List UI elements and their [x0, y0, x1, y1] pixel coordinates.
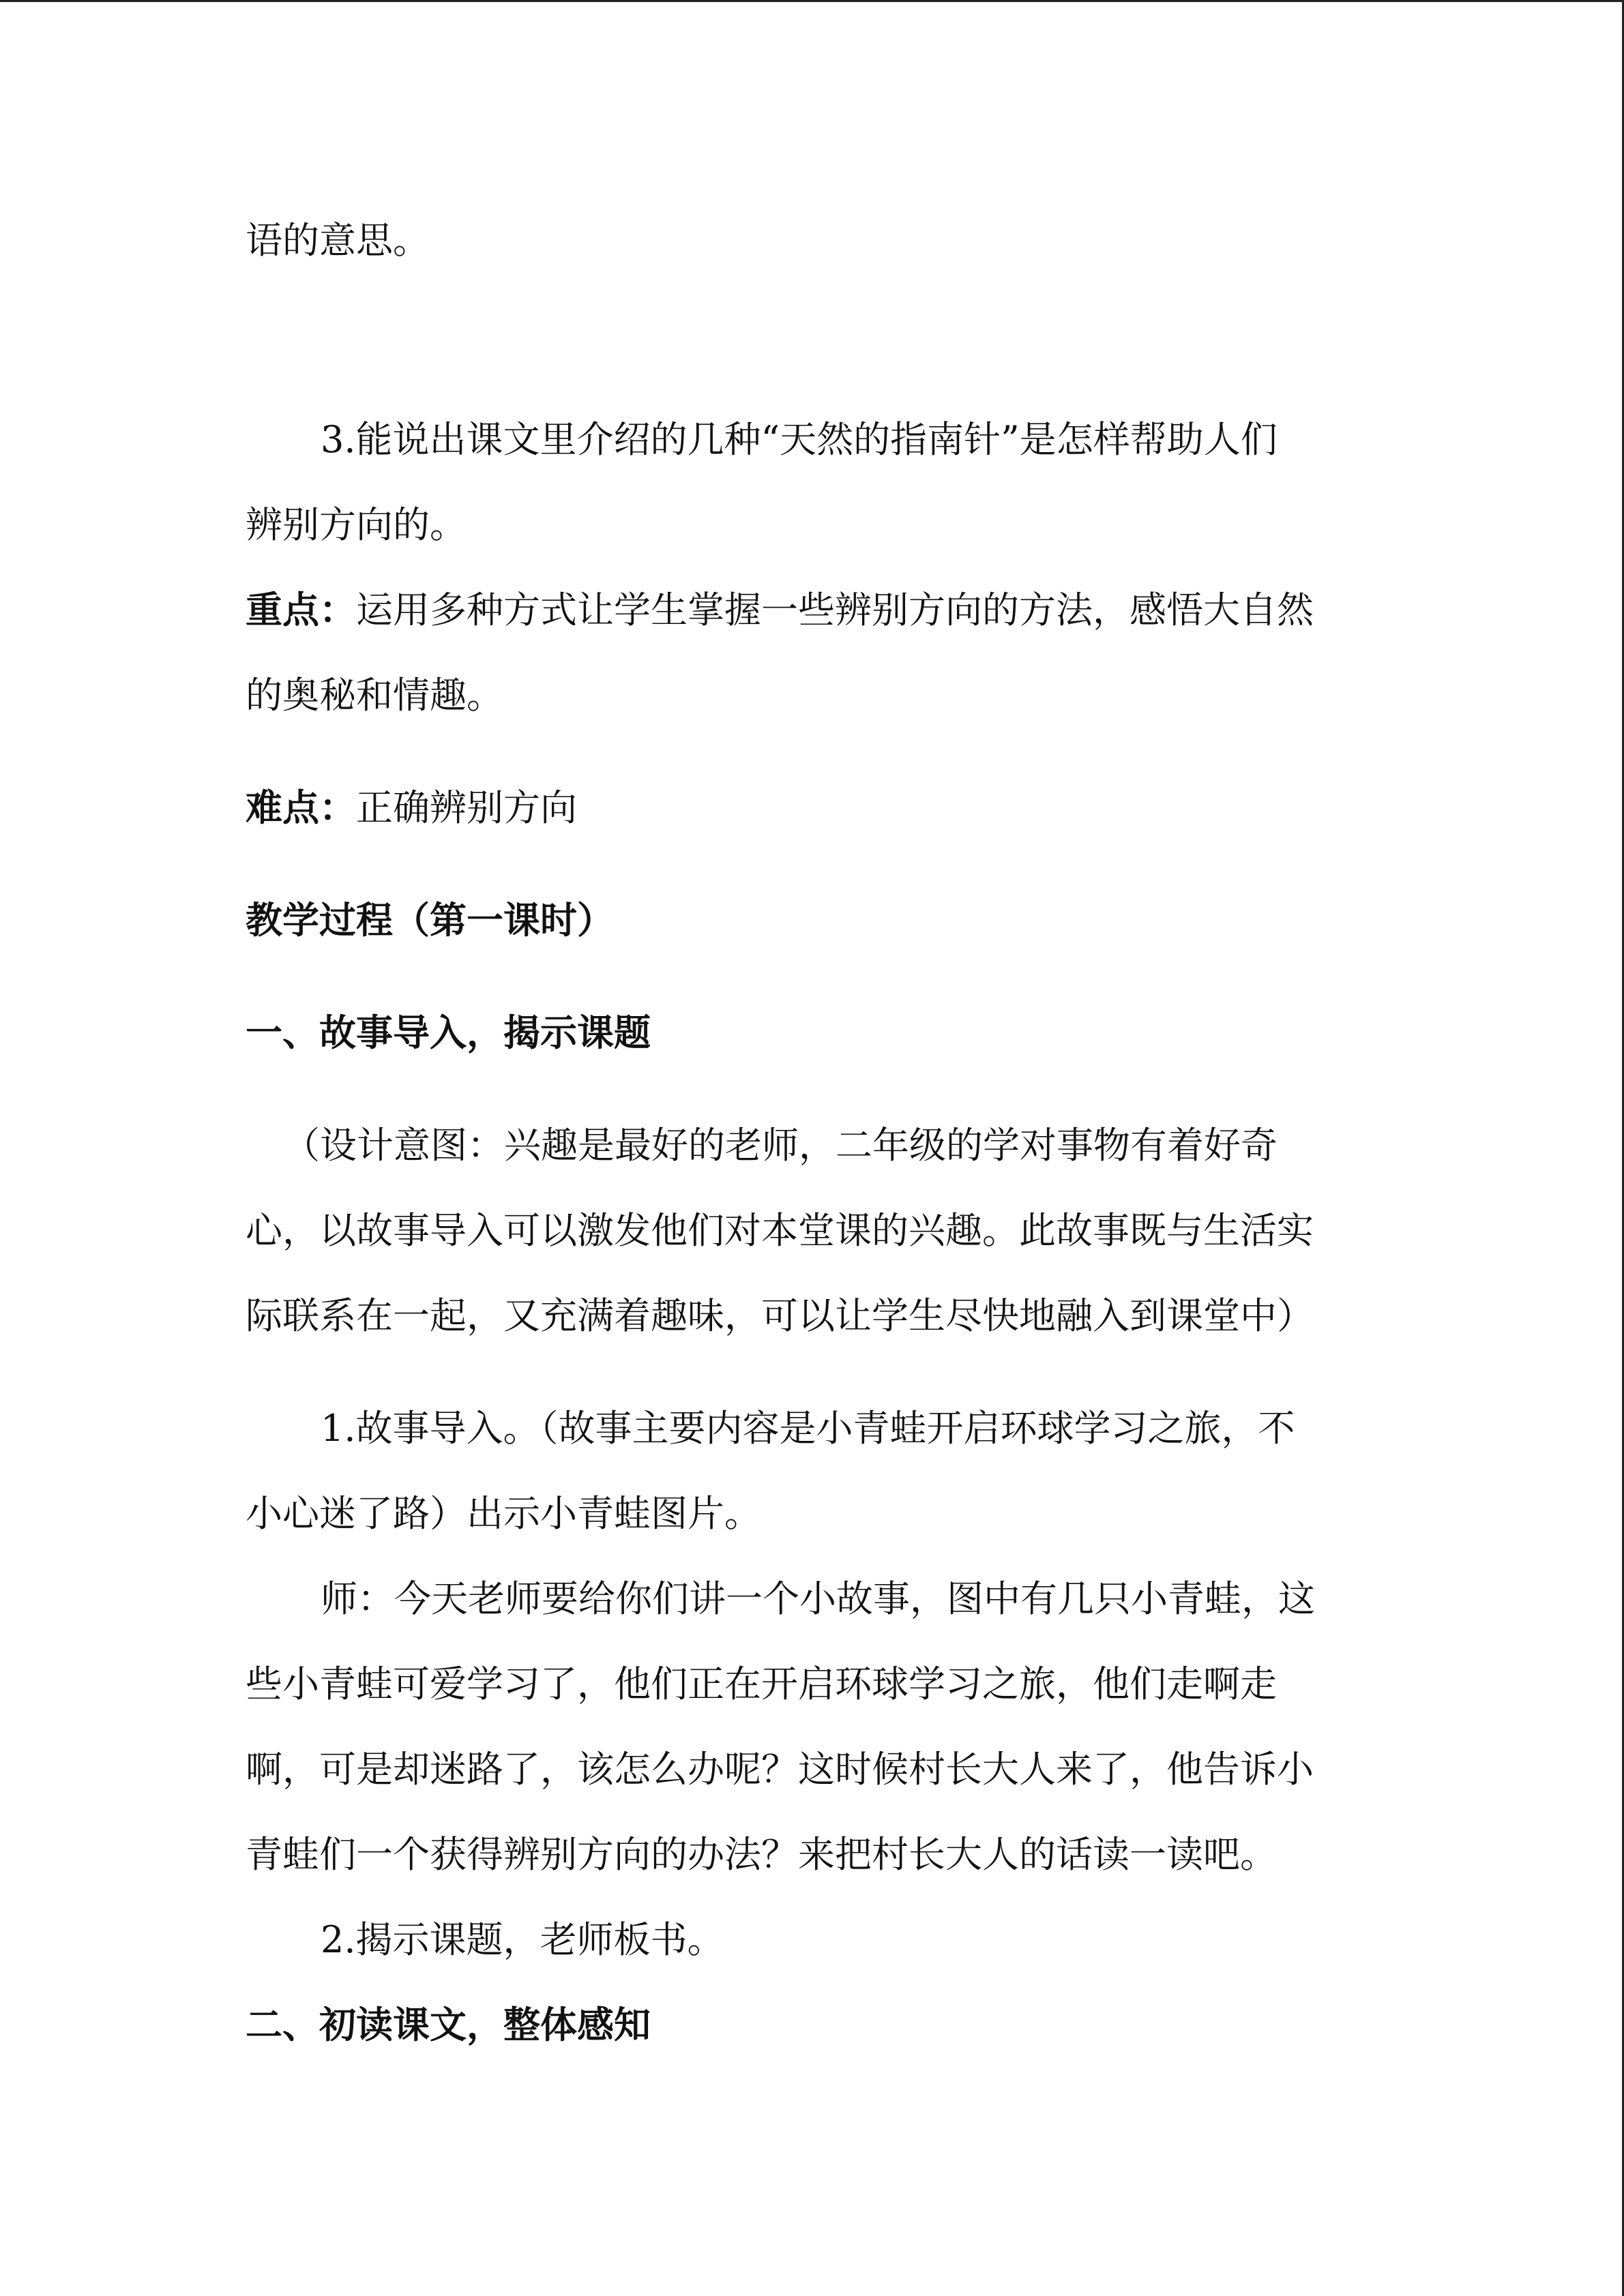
text-line: 辨别方向的。 [246, 503, 467, 546]
text-line: 啊，可是却迷路了，该怎么办呢？这时候村长大人来了，他告诉小 [246, 1748, 1314, 1791]
key-point-line [246, 588, 1314, 632]
key-point-label: 重点： [246, 588, 356, 631]
section-heading: 教学过程（第一课时） [246, 899, 614, 942]
design-intent-line: （设计意图：兴趣是最好的老师，二年级的学对事物有着好奇 [283, 1124, 1278, 1167]
text-line: 些小青蛙可爱学习了，他们正在开启环球学习之旅，他们走啊走 [246, 1663, 1277, 1705]
difficulty-label: 难点： [246, 786, 356, 829]
step-1-line: 1.故事导入。（故事主要内容是小青蛙开启环球学习之旅，不 [321, 1407, 1295, 1450]
text-line: 青蛙们一个获得辨别方向的办法？来把村长大人的话读一读吧。 [246, 1833, 1277, 1876]
text-line: 小心迷了路）出示小青蛙图片。 [246, 1492, 761, 1535]
text-line: 的奥秘和情趣。 [246, 674, 503, 717]
step-2-line: 2.揭示课题，老师板书。 [321, 1918, 724, 1961]
difficulty-text: 正确辨别方向 [356, 786, 577, 829]
text-line: 心，以故事导入可以激发他们对本堂课的兴趣。此故事既与生活实 [246, 1209, 1314, 1252]
text-line: 语的意思。 [246, 219, 430, 262]
difficulty-line [246, 786, 577, 830]
key-point-text: 运用多种方式让学生掌握一些辨别方向的方法，感悟大自然 [356, 588, 1314, 631]
section-heading: 一、故事导入，揭示课题 [246, 1011, 651, 1054]
objective-3-line: 3.能说出课文里介绍的几种“天然的指南针”是怎样帮助人们 [321, 418, 1278, 461]
section-heading: 二、初读课文，整体感知 [246, 2003, 651, 2046]
teacher-line: 师：今天老师要给你们讲一个小故事，图中有几只小青蛙，这 [321, 1577, 1315, 1620]
text-line: 际联系在一起，又充满着趣味，可以让学生尽快地融入到课堂中） [246, 1294, 1314, 1337]
